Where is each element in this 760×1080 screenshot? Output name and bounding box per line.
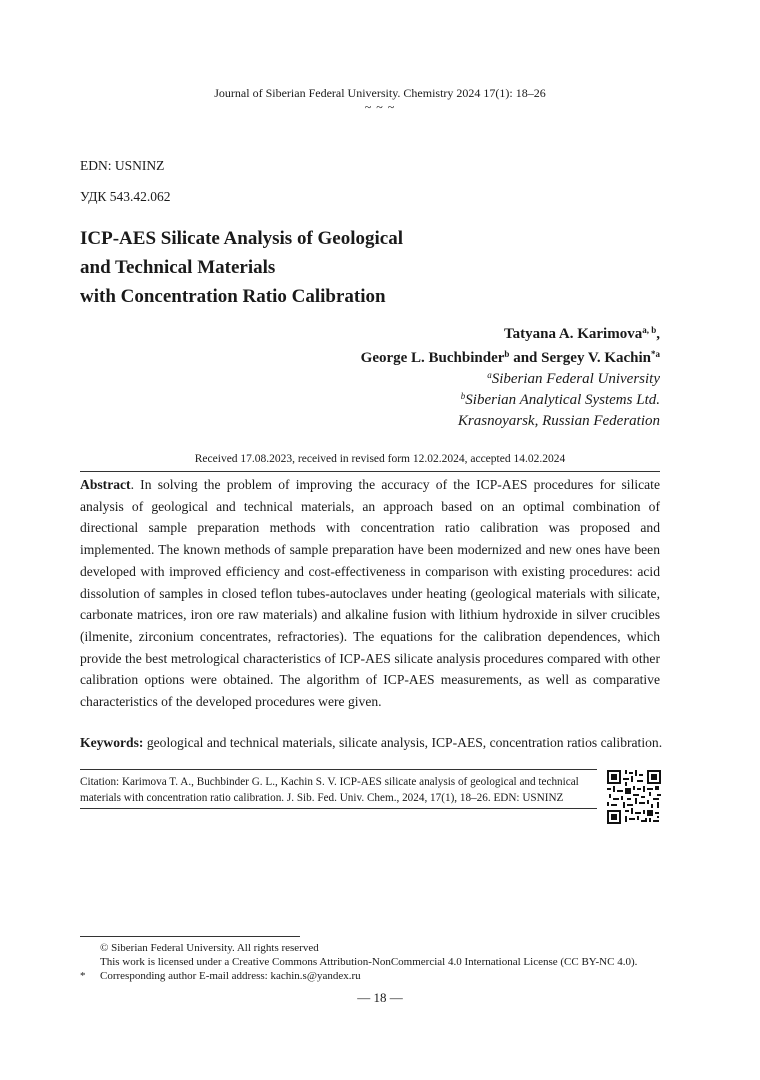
affiliation-list (458, 369, 660, 432)
qr-code-icon[interactable] (607, 770, 661, 824)
affiliation-text: Krasnoyarsk, Russian Federation (457, 413, 660, 429)
footnote-corresponding-author (80, 969, 637, 983)
title-line: ICP-AES Silicate Analysis of Geological (80, 228, 403, 249)
author-name: Sergey V. Kachin (541, 350, 651, 366)
affiliation-text: Siberian Analytical Systems Ltd. (465, 392, 660, 408)
page-number: — 18 — (357, 990, 403, 1005)
author-affiliation-mark: b (504, 349, 510, 359)
received-dates: Received 17.08.2023, received in revised form 12.02.2024, accepted 14.02.2024 (194, 453, 566, 465)
footnote-mark: * (80, 970, 86, 982)
journal-header: Journal of Siberian Federal University. Chemistry 2024 17(1): 18–26 (214, 86, 546, 100)
affiliation-text: Siberian Federal University (491, 371, 660, 387)
header-separator: ~ ~ ~ (364, 100, 396, 114)
divider (80, 471, 660, 472)
affiliation-line (458, 390, 660, 411)
divider (80, 769, 597, 770)
author-separator: , (656, 326, 660, 342)
author-affiliation-mark: a, b (642, 325, 657, 335)
author-affiliation-mark: *a (651, 349, 660, 359)
affiliation-line (458, 411, 660, 432)
author-name: George L. Buchbinder (360, 350, 505, 366)
abstract-text: . In solving the problem of improving the accuracy of the ICP-AES procedures for silicate analysis of geological and technical materials, an approach based on an optimal combination of directional sample preparation methods with concentration ratio calibration was proposed and implemented. The known methods of sample preparation have been modernized and new ones have been developed with improved efficiency and cost-effectiveness in comparison with existing procedures: acid dissolution of samples in closed teflon tubes-autoclaves under heating (geological materials with silicate, carbonate matrices, iron ore raw materials) and alkaline fusion with lithium hydroxide in silver crucibles (ilmenite, zirconium concentrates, refractories). The equations for the calibration dependences, which provide the best metrological characteristics of ICP-AES silicate analysis procedures compared with other calibration options were obtained. The algorithm of ICP-AES measurements, as well as comparative characteristics of the developed procedures were given. (80, 477, 660, 710)
abstract (80, 474, 660, 713)
affiliation-line (458, 369, 660, 390)
author-list (361, 322, 660, 370)
keywords-label: Keywords: (80, 735, 144, 750)
keywords (80, 733, 680, 753)
author-line-2 (361, 346, 660, 370)
edn-code: EDN: USNINZ (80, 158, 165, 173)
title-line: and Technical Materials (80, 257, 276, 278)
author-name: Tatyana A. Karimova (504, 326, 643, 342)
paper-title (80, 224, 640, 311)
footnote-divider (80, 936, 300, 937)
footnote-text: This work is licensed under a Creative Commons Attribution-NonCommercial 4.0 International License (CC BY-NC 4.0). (100, 956, 638, 968)
footnote-text: © Siberian Federal University. All rights reserved (100, 942, 319, 954)
abstract-label: Abstract (80, 477, 131, 492)
keywords-text: geological and technical materials, silicate analysis, ICP-AES, concentration ratios calibration. (143, 735, 663, 750)
author-line-1 (361, 322, 660, 346)
udk-code: УДК 543.42.062 (80, 189, 171, 204)
affiliation-mark: b (460, 391, 466, 401)
title-line: with Concentration Ratio Calibration (80, 286, 386, 307)
citation: Citation: Karimova T. A., Buchbinder G. L., Kachin S. V. ICP-AES silicate analysis of geological and technical materials with concentration ratio calibration. J. Sib. Fed. Univ. Chem., 2024, 17(1), 18–26. EDN: USNINZ (80, 776, 579, 804)
footnote-text: Corresponding author E-mail address: kachin.s@yandex.ru (100, 970, 361, 982)
footnote-license (80, 955, 637, 969)
author-conjunction: and (509, 350, 542, 366)
divider (80, 808, 597, 809)
footnotes (80, 941, 637, 983)
affiliation-mark: a (487, 370, 492, 380)
footnote-copyright (80, 941, 637, 955)
